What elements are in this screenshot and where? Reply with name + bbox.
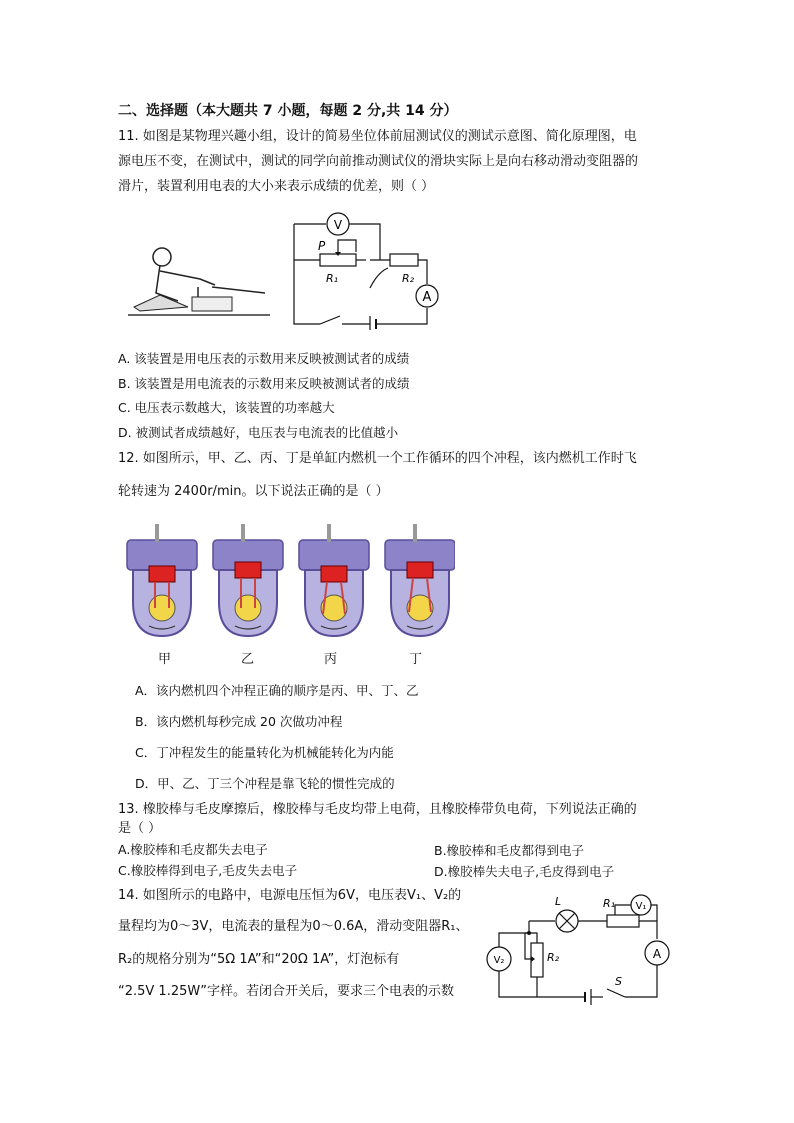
svg-text:S: S (615, 975, 622, 988)
section-title: 二、选择题（本大题共 7 小题，每题 2 分,共 14 分） (118, 103, 458, 119)
q14-line-2: 量程均为0～3V，电流表的量程为0～0.6A，滑动变阻器R₁、 (118, 919, 469, 934)
svg-text:L: L (555, 895, 562, 908)
svg-text:R₁: R₁ (603, 897, 616, 910)
q11-circuit (290, 212, 440, 330)
switch (320, 316, 340, 324)
q13-option-a: A.橡胶棒和毛皮都失去电子 (118, 842, 268, 857)
svg-text:V: V (333, 218, 343, 232)
q11-option-d: D. 被测试者成绩越好，电压表与电流表的比值越小 (118, 425, 399, 440)
engine-jia (127, 524, 197, 636)
q13-line-2: 是（ ） (118, 821, 162, 836)
person-head (153, 248, 171, 266)
q11-option-a: A. 该装置是用电压表的示数用来反映被测试者的成绩 (118, 351, 410, 366)
person-arms (160, 271, 215, 285)
q14-line-1: 14. 如图所示的电路中，电源电压恒为6V，电压表V₁、V₂的 (118, 888, 462, 903)
tester-box (192, 297, 232, 311)
q14-line-4: “2.5V 1.25W”字样。若闭合开关后，要求三个电表的示数 (118, 984, 454, 999)
q11-option-b: B. 该装置是用电流表的示数用来反映被测试者的成绩 (118, 376, 410, 391)
svg-text:V₂: V₂ (493, 955, 505, 966)
r1-resistor (607, 915, 639, 927)
svg-text:V₁: V₁ (635, 901, 647, 912)
engine-ding (385, 524, 455, 636)
tester-rail (212, 287, 265, 293)
q11-line-3: 滑片，装置利用电表的大小来表示成绩的优差，则（ ） (118, 179, 435, 194)
svg-text:R₁: R₁ (326, 272, 339, 285)
q11-line-1: 11. 如图是某物理兴趣小组，设计的简易坐位体前屈测试仪的测试示意图、简化原理图，电 (118, 129, 637, 144)
q13-line-1: 13. 橡胶棒与毛皮摩擦后，橡胶棒与毛皮均带上电荷，且橡胶棒带负电荷，下列说法正确的 (118, 802, 637, 817)
q13-option-c: C.橡胶棒得到电子,毛皮失去电子 (118, 863, 298, 878)
svg-text:R₂: R₂ (402, 272, 415, 285)
q12-line-2: 轮转速为 2400r/min。以下说法正确的是（ ） (118, 484, 389, 499)
switch (607, 989, 625, 997)
q11-option-c: C. 电压表示数越大，该装置的功率越大 (118, 400, 335, 415)
svg-text:R₂: R₂ (547, 951, 560, 964)
q12-option-a: A．该内燃机四个冲程正确的顺序是丙、甲、丁、乙 (135, 683, 419, 698)
r2-resistor (390, 254, 418, 266)
engine-bing (299, 524, 369, 636)
q12-option-c: C．丁冲程发生的能量转化为机械能转化为内能 (135, 745, 394, 760)
q13-option-d: D.橡胶棒失夫电子,毛皮得到电子 (434, 864, 615, 879)
q12-line-1: 12. 如图所示，甲、乙、丙、丁是单缸内燃机一个工作循环的四个冲程，该内燃机工作时飞 (118, 451, 637, 466)
engine-label-bing: 丙 (324, 652, 338, 667)
svg-text:A: A (652, 947, 662, 961)
q13-option-b: B.橡胶棒和毛皮都得到电子 (434, 843, 585, 858)
engine-yi (213, 524, 283, 636)
svg-text:P: P (318, 239, 326, 253)
q12-option-b: B．该内燃机每秒完成 20 次做功冲程 (135, 714, 343, 729)
q11-line-2: 源电压不变，在测试中，测试的同学向前推动测试仪的滑块实际上是向右移动滑动变阻器的 (118, 154, 639, 169)
q12-engine-diagrams (125, 518, 455, 643)
engine-label-jia: 甲 (158, 652, 172, 667)
q14-circuit (485, 893, 675, 1005)
q14-line-3: R₂的规格分别为“5Ω 1A”和“20Ω 1A”，灯泡标有 (118, 952, 400, 967)
engine-label-yi: 乙 (241, 652, 255, 667)
engine-label-ding: 丁 (409, 652, 423, 667)
svg-text:A: A (422, 290, 432, 305)
q11-test-illustration (120, 215, 290, 325)
q12-option-d: D．甲、乙、丁三个冲程是靠飞轮的惯性完成的 (135, 776, 395, 791)
